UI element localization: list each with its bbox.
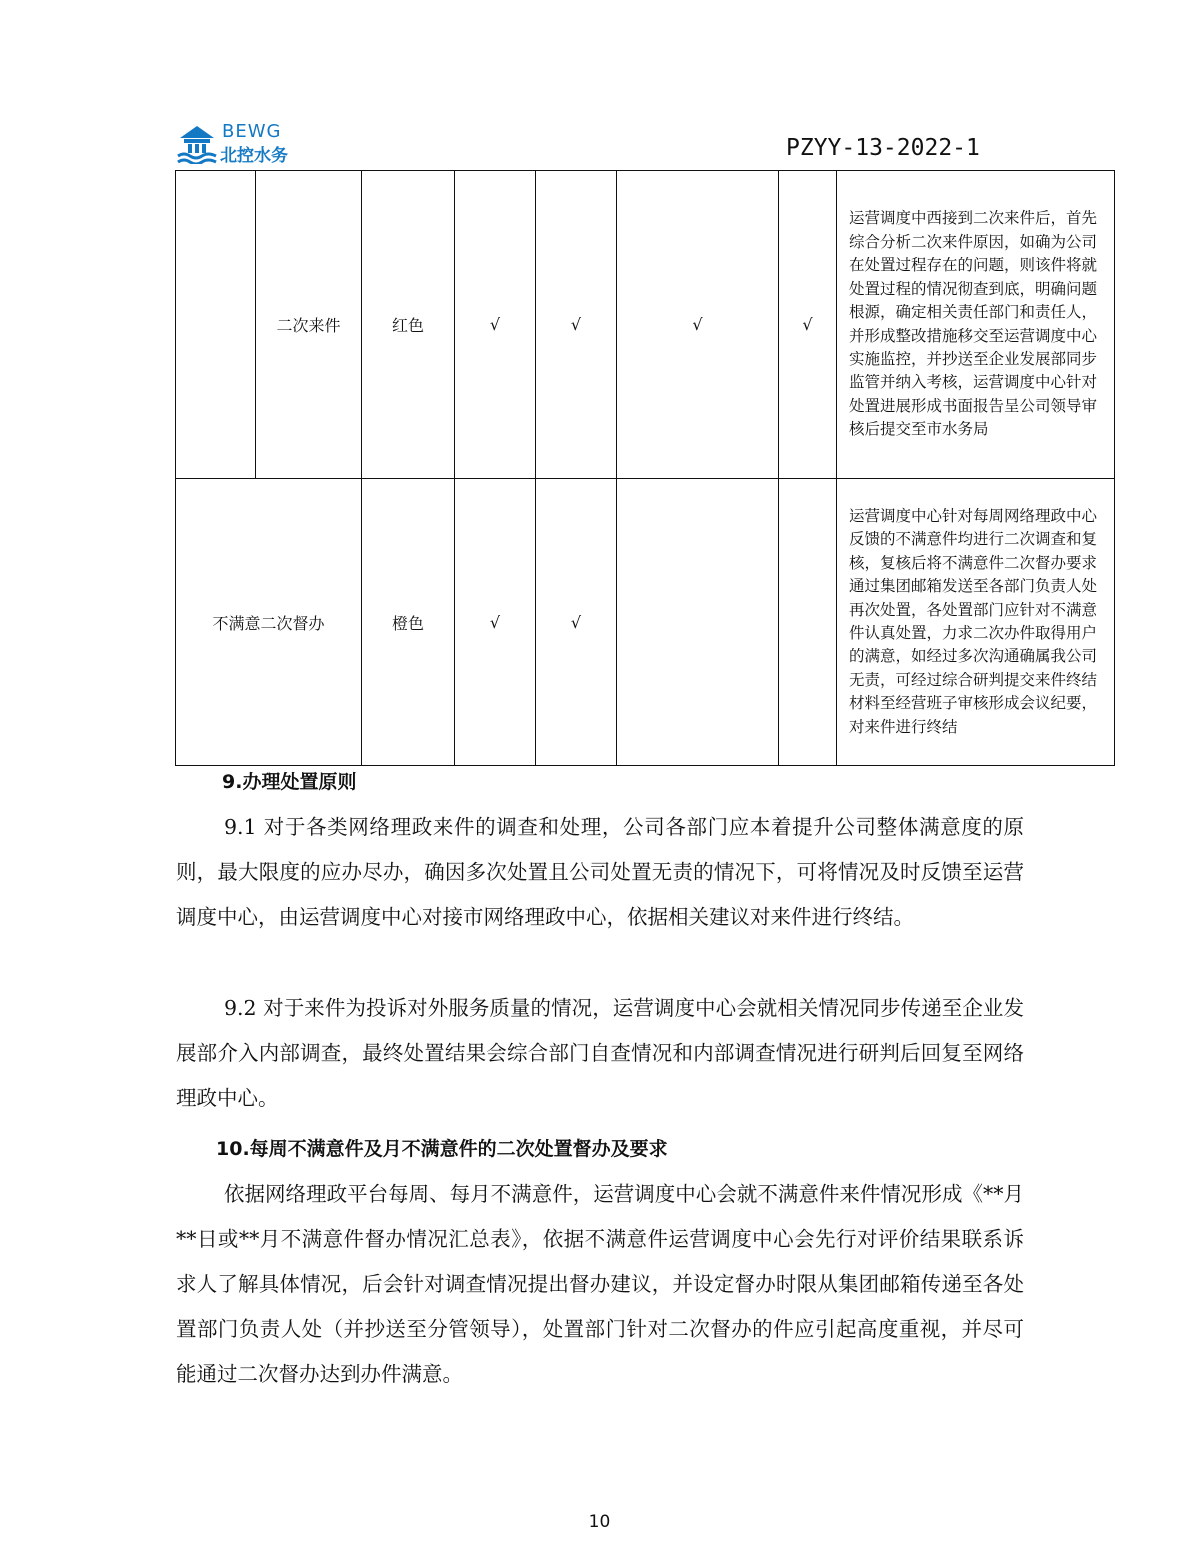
table-cell-color: 红色 (362, 171, 455, 479)
table-row (176, 479, 1115, 766)
table-cell-blank (176, 171, 256, 479)
section-9-1-paragraph: 9.1 对于各类网络理政来件的调查和处理，公司各部门应本着提升公司整体满意度的原则，最大限度的应办尽办，确因多次处置且公司处置无责的情况下，可将情况及时反馈至运营调度中心，由运营调度中心对接市网络理政中心，依据相关建议对来件进行终结。 (176, 815, 1024, 929)
section-10-paragraph: 依据网络理政平台每周、每月不满意件，运营调度中心会就不满意件来件情况形成《**月**日或**月不满意件督办情况汇总表》，依据不满意件运营调度中心会先行对评价结果联系诉求人了解具体情况，后会针对调查情况提出督办建议，并设定督办时限从集团邮箱传递至各处置部门负责人处（并抄送至分管领导），处置部门针对二次督办的件应引起高度重视，并尽可能通过二次督办达到办件满意。 (176, 1182, 1024, 1386)
response-level-table (175, 170, 1115, 766)
logo-chinese-text: 北控水务 (220, 146, 288, 166)
table-cell-note: 运营调度中心针对每周网络理政中心反馈的不满意件均进行二次调查和复核，复核后将不满意件二次督办要求通过集团邮箱发送至各部门负责人处再次处置，各处置部门应针对不满意件认真处置，力求二次办件取得用户的满意，如经过多次沟通确属我公司无责，可经过综合研判提交来件终结材料至经营班子审核形成会议纪要，对来件进行终结 (837, 479, 1115, 766)
section-9-2-paragraph: 9.2 对于来件为投诉对外服务质量的情况，运营调度中心会就相关情况同步传递至企业发展部介入内部调查，最终处置结果会综合部门自查情况和内部调查情况进行研判后回复至网络理政中心。 (176, 996, 1024, 1110)
table-cell-mark: √ (455, 171, 536, 479)
logo-english-text: BEWG (222, 121, 282, 142)
table-cell-mark: √ (779, 171, 837, 479)
table-cell-color: 橙色 (362, 479, 455, 766)
table-cell-mark: √ (536, 171, 617, 479)
table-cell-note: 运营调度中西接到二次来件后，首先综合分析二次来件原因，如确为公司在处置过程存在的问题，则该件将就处置过程的情况彻查到底，明确问题根源，确定相关责任部门和责任人，并形成整改措施移交至运营调度中心实施监控，并抄送至企业发展部同步监管并纳入考核，运营调度中心针对处置进展形成书面报告呈公司领导审核后提交至市水务局 (837, 171, 1115, 479)
table-cell-mark (779, 479, 837, 766)
table-cell-mark (617, 479, 779, 766)
page-number: 10 (588, 1512, 611, 1532)
table-cell-mark: √ (536, 479, 617, 766)
section-9-heading: 9.办理处置原则 (222, 771, 357, 793)
table-cell-type: 二次来件 (256, 171, 362, 479)
table-cell-mark: √ (455, 479, 536, 766)
document-code: PZYY-13-2022-1 (786, 135, 980, 161)
logo-emblem-icon (176, 122, 218, 164)
company-logo (176, 121, 288, 166)
table-cell-type: 不满意二次督办 (176, 479, 362, 766)
table-cell-mark: √ (617, 171, 779, 479)
section-10-heading: 10.每周不满意件及月不满意件的二次处置督办及要求 (216, 1138, 668, 1160)
table-row (176, 171, 1115, 479)
